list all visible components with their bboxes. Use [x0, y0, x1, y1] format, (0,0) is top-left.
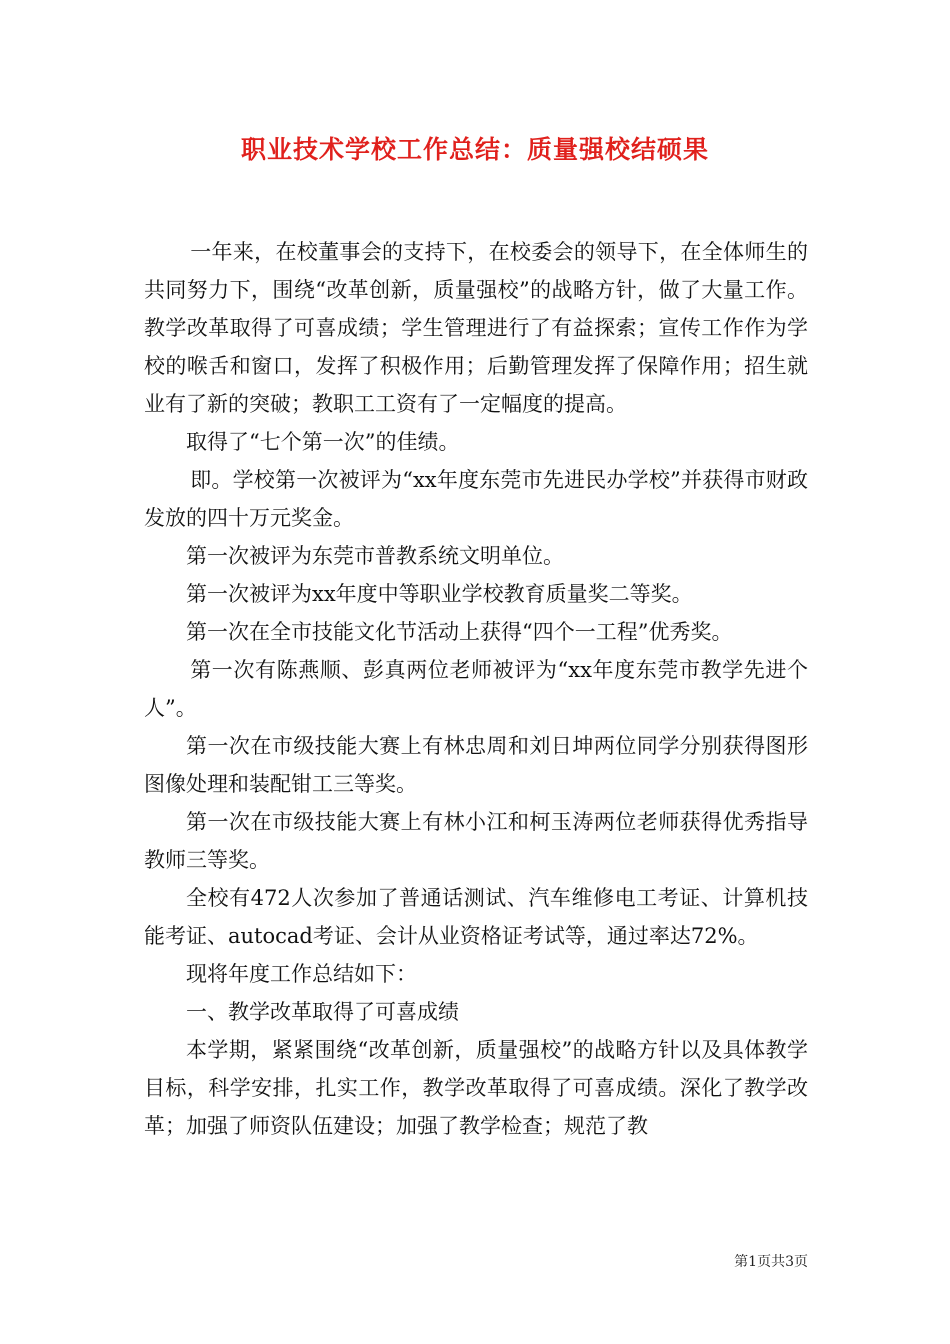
- paragraph-seven-firsts: 取得了“七个第一次”的佳绩。: [186, 430, 460, 454]
- paragraph-student-skills: 第一次在市级技能大赛上有林忠周和刘日坤两位同学分别获得图形图像处理和装配钳工三等奖。: [144, 734, 808, 796]
- document-body: [144, 233, 808, 1145]
- paragraph-first-award: 即。学校第一次被评为“xx年度东莞市先进民办学校”并获得市财政发放的四十万元奖金。: [144, 468, 808, 530]
- paragraph-certification: 全校有472人次参加了普通话测试、汽车维修电工考证、计算机技能考证、autocad考证、会计从业资格证考试等，通过率达72%。: [144, 886, 808, 948]
- paragraph-teacher-guidance: 第一次在市级技能大赛上有林小江和柯玉涛两位老师获得优秀指导教师三等奖。: [144, 810, 808, 872]
- paragraph-intro: 一年来，在校董事会的支持下，在校委会的领导下，在全体师生的共同努力下，围绕“改革创新，质量强校”的战略方针，做了大量工作。教学改革取得了可喜成绩；学生管理进行了有益探索；宣传工作作为学校的喉舌和窗口，发挥了积极作用；后勤管理发挥了保障作用；招生就业有了新的突破；教职工工资有了一定幅度的提高。: [144, 240, 808, 416]
- section-heading-teaching-reform: 一、教学改革取得了可喜成绩: [186, 1000, 459, 1024]
- paragraph-advanced-teachers: 第一次有陈燕顺、彭真两位老师被评为“xx年度东莞市教学先进个人”。: [144, 658, 808, 720]
- page-number: 第1页共3页: [734, 1254, 808, 1270]
- paragraph-quality-award: 第一次被评为xx年度中等职业学校教育质量奖二等奖。: [186, 582, 693, 606]
- paragraph-teaching-reform: 本学期，紧紧围绕“改革创新，质量强校”的战略方针以及具体教学目标，科学安排，扎实工作，教学改革取得了可喜成绩。深化了教学改革；加强了师资队伍建设；加强了教学检查；规范了教: [144, 1038, 808, 1138]
- paragraph-culture-festival: 第一次在全市技能文化节活动上获得“四个一工程”优秀奖。: [186, 620, 733, 644]
- document-title: 职业技术学校工作总结：质量强校结硕果: [240, 135, 709, 164]
- paragraph-summary-intro: 现将年度工作总结如下：: [186, 962, 417, 986]
- paragraph-civilized-unit: 第一次被评为东莞市普教系统文明单位。: [186, 544, 564, 568]
